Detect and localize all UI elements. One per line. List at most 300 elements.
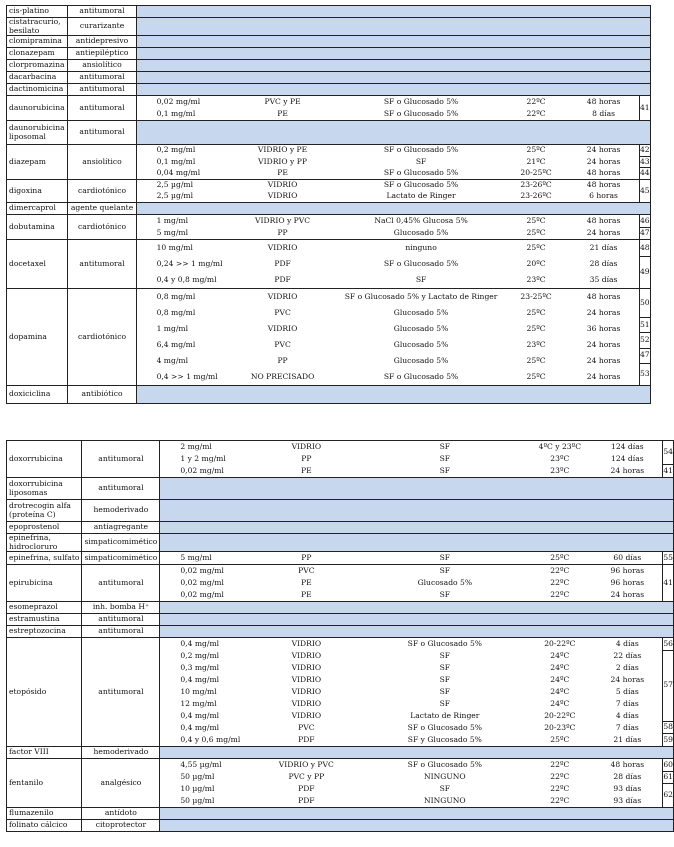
container: PDF: [274, 274, 291, 284]
duration: 8 días: [592, 108, 616, 118]
duration: 2 días: [615, 662, 639, 672]
reference-number: 41: [639, 102, 650, 112]
stability-entry: [137, 369, 639, 385]
stability-entry: [160, 638, 662, 650]
container: PE: [277, 168, 288, 178]
reference-number: 58: [663, 722, 673, 735]
reference-number: 49: [639, 267, 650, 277]
diluent: SF: [439, 465, 451, 475]
empty-data-cell: [160, 820, 674, 832]
duration: 24 horas: [586, 227, 621, 237]
diluent: Glucosado 5%: [417, 577, 473, 587]
stability-data: [160, 638, 663, 747]
temperature: 24ºC: [550, 698, 570, 708]
container: VIDRIO: [291, 638, 322, 648]
empty-data-cell: [160, 522, 674, 534]
temperature: 25ºC: [550, 552, 570, 562]
duration: 24 horas: [586, 371, 621, 381]
stability-entry: [137, 168, 639, 179]
drug-row: [7, 534, 674, 552]
diluent: SF: [439, 552, 451, 562]
concentration: 0,02 mg/ml: [180, 577, 224, 587]
stability-entry: [160, 565, 662, 577]
drug-class: antitumoral: [82, 441, 160, 478]
reference-number: 44: [639, 168, 650, 178]
concentration: 0,04 mg/ml: [156, 168, 201, 178]
drug-class: antitumoral: [82, 638, 160, 747]
stability-data: [160, 565, 663, 602]
temperature: 25ºC: [526, 242, 546, 252]
drug-row: [7, 240, 651, 289]
reference-cell: [663, 565, 674, 602]
container: PE: [301, 577, 312, 587]
temperature: 22ºC: [550, 795, 570, 805]
drug-row: [7, 6, 651, 18]
stability-entry: [137, 240, 639, 256]
duration: 7 días: [615, 722, 639, 732]
concentration: 0,02 mg/ml: [180, 565, 224, 575]
concentration: 6,4 mg/ml: [156, 339, 196, 349]
reference-number: 52: [640, 333, 650, 348]
reference-cell: [663, 638, 674, 747]
drug-class: simpaticomimético: [82, 552, 160, 565]
duration: 48 horas: [586, 96, 621, 106]
drug-name: dacarbacina: [7, 72, 68, 84]
drug-row: [7, 203, 651, 215]
stability-data: [160, 759, 663, 808]
empty-data-cell: [136, 84, 650, 96]
concentration: 0,24 >> 1 mg/ml: [156, 258, 223, 268]
duration: 6 horas: [589, 191, 618, 201]
drug-name: diazepam: [7, 145, 68, 180]
empty-data-cell: [160, 747, 674, 759]
reference-number: 50: [640, 289, 650, 318]
reference-number: 53: [639, 369, 650, 379]
diluent: NaCl 0,45% Glucosa 5%: [374, 215, 468, 225]
duration: 24 horas: [586, 156, 621, 166]
container: VIDRIO y PVC: [278, 759, 334, 769]
diluent: SF: [439, 453, 451, 463]
concentration: 0,4 mg/ml: [180, 638, 220, 648]
drug-name: estreptozocina: [7, 626, 82, 638]
concentration: 0,3 mg/ml: [180, 662, 220, 672]
duration: 22 días: [613, 650, 642, 660]
drug-row: [7, 84, 651, 96]
drug-row: [7, 48, 651, 60]
drug-name: digoxina: [7, 180, 68, 203]
reference-number: 62: [663, 790, 673, 800]
diluent: SF: [439, 565, 451, 575]
empty-data-cell: [136, 6, 650, 18]
duration: 24 horas: [610, 589, 645, 599]
stability-entry: [160, 589, 662, 601]
concentration: 0,4 mg/ml: [180, 722, 220, 732]
drug-name: clorpromazina: [7, 60, 68, 72]
drug-name: clonazepam: [7, 48, 68, 60]
stability-entry: [160, 710, 662, 722]
stability-table-bottom: [6, 440, 674, 832]
container: PDF: [298, 783, 315, 793]
reference-number: 47: [640, 349, 650, 364]
temperature: 4ºC y 23ºC: [538, 441, 582, 451]
reference-cell: [639, 145, 650, 180]
temperature: 22ºC: [550, 771, 570, 781]
stability-entry: [160, 686, 662, 698]
concentration: 0,4 y 0,8 mg/ml: [156, 274, 217, 284]
concentration: 0,4 mg/ml: [180, 674, 220, 684]
duration: 93 días: [613, 783, 642, 793]
diluent: SF o Glucosado 5%: [383, 145, 459, 155]
drug-class: antitumoral: [82, 626, 160, 638]
temperature: 24ºC: [550, 650, 570, 660]
stability-entry: [160, 662, 662, 674]
empty-data-cell: [136, 72, 650, 84]
drug-name: dimercaprol: [7, 203, 68, 215]
diluent: SF: [439, 698, 451, 708]
container: PDF: [298, 795, 315, 805]
duration: 24 horas: [586, 145, 621, 155]
diluent: Lactato de Ringer: [410, 710, 480, 720]
temperature: 24ºC: [550, 674, 570, 684]
duration: 7 días: [615, 698, 639, 708]
concentration: 5 mg/ml: [156, 227, 189, 237]
duration: 21 días: [589, 242, 618, 252]
temperature: 25ºC: [526, 145, 546, 155]
drug-name: epinefrina, sulfato: [7, 552, 82, 565]
duration: 28 días: [613, 771, 642, 781]
concentration: 50 µg/ml: [180, 771, 215, 781]
drug-name: flumazenilo: [7, 808, 82, 820]
temperature: 23-26ºC: [520, 191, 552, 201]
reference-number: 55: [663, 552, 673, 562]
duration: 35 días: [589, 274, 618, 284]
duration: 124 días: [611, 453, 644, 463]
container: VIDRIO: [291, 710, 322, 720]
drug-name: drotrecogin alfa (proteína C): [7, 500, 82, 522]
container: PVC: [298, 722, 315, 732]
reference-cell: [663, 759, 674, 808]
container: VIDRIO y PVC: [255, 215, 311, 225]
drug-name: etopósido: [7, 638, 82, 747]
concentration: 0,1 mg/ml: [156, 108, 196, 118]
drug-name: esomeprazol: [7, 602, 82, 614]
stability-entry: [160, 759, 662, 771]
stability-entry: [160, 650, 662, 662]
drug-name: daunorubicina: [7, 96, 68, 121]
drug-row: [7, 478, 674, 500]
drug-row: [7, 121, 651, 145]
duration: 24 horas: [586, 307, 621, 317]
diluent: SF: [439, 441, 451, 451]
diluent: SF: [439, 650, 451, 660]
drug-name: doxorrubicina liposomas: [7, 478, 82, 500]
concentration: 0,02 mg/ml: [180, 589, 224, 599]
drug-class: antitumoral: [82, 565, 160, 602]
concentration: 0,02 mg/ml: [156, 96, 201, 106]
concentration: 2,5 µg/ml: [156, 191, 194, 201]
stability-entry: [160, 734, 662, 746]
drug-row: [7, 602, 674, 614]
stability-data: [136, 96, 639, 121]
drug-row: [7, 552, 674, 565]
diluent: SF o Glucosado 5%: [383, 371, 459, 381]
container: VIDRIO: [267, 291, 298, 301]
empty-data-cell: [136, 121, 650, 145]
stability-data: [136, 180, 639, 203]
duration: 4 días: [615, 710, 639, 720]
container: VIDRIO y PP: [258, 156, 307, 166]
diluent: SF y Glucosado 5%: [407, 734, 482, 744]
drug-name: dactinomicina: [7, 84, 68, 96]
temperature: 25ºC: [526, 307, 546, 317]
concentration: 1 mg/ml: [156, 215, 189, 225]
stability-entry: [160, 552, 662, 564]
concentration: 10 mg/ml: [156, 242, 193, 252]
stability-entry: [137, 156, 639, 167]
drug-row: [7, 386, 651, 404]
stability-entry: [137, 321, 639, 337]
diluent: SF: [415, 156, 427, 166]
drug-row: [7, 96, 651, 121]
duration: 21 días: [613, 734, 642, 744]
reference-number: 42: [640, 145, 650, 157]
diluent: SF: [439, 783, 451, 793]
container: VIDRIO y PE: [257, 145, 308, 155]
reference-cell: [639, 289, 650, 386]
drug-name: dobutamina: [7, 215, 68, 240]
drug-class: agente quelante: [68, 203, 136, 215]
drug-class: antitumoral: [68, 84, 136, 96]
drug-name: cistatracurio, besilato: [7, 18, 68, 36]
diluent: SF o Glucosado 5%: [407, 759, 483, 769]
temperature: 25ºC: [526, 371, 546, 381]
temperature: 22ºC: [550, 759, 570, 769]
stability-entry: [160, 441, 662, 453]
reference-number: 61: [663, 772, 673, 785]
duration: 24 horas: [610, 674, 645, 684]
diluent: Glucosado 5%: [393, 323, 449, 333]
duration: 48 horas: [586, 168, 621, 178]
drug-row: [7, 215, 651, 240]
drug-class: antiagregante: [82, 522, 160, 534]
stability-entry: [160, 698, 662, 710]
diluent: NINGUNO: [424, 771, 466, 781]
concentration: 0,4 >> 1 mg/ml: [156, 371, 218, 381]
container: PVC: [274, 307, 291, 317]
drug-class: antitumoral: [68, 6, 136, 18]
empty-data-cell: [136, 386, 650, 404]
concentration: 2,5 µg/ml: [156, 180, 194, 190]
drug-class: ansiolítico: [68, 145, 136, 180]
concentration: 4,55 µg/ml: [180, 759, 222, 769]
drug-name: epirubicina: [7, 565, 82, 602]
drug-row: [7, 18, 651, 36]
reference-number: 45: [639, 185, 650, 195]
temperature: 23ºC: [550, 453, 570, 463]
drug-row: [7, 747, 674, 759]
duration: 48 horas: [586, 215, 621, 225]
duration: 48 horas: [610, 759, 645, 769]
container: VIDRIO: [291, 650, 322, 660]
concentration: 0,8 mg/ml: [156, 291, 196, 301]
concentration: 1 mg/ml: [156, 323, 189, 333]
container: PVC: [298, 565, 315, 575]
duration: 4 días: [615, 638, 639, 648]
temperature: 21ºC: [526, 156, 546, 166]
temperature: 25ºC: [550, 734, 570, 744]
duration: 24 horas: [610, 465, 645, 475]
drug-name: daunorubicina liposomal: [7, 121, 68, 145]
concentration: 0,2 mg/ml: [156, 145, 196, 155]
diluent: SF o Glucosado 5%: [383, 168, 459, 178]
drug-class: cardiotónico: [68, 289, 136, 386]
diluent: SF o Glucosado 5%: [383, 108, 459, 118]
reference-number: 48: [640, 240, 650, 257]
temperature: 22ºC: [550, 577, 570, 587]
duration: 36 horas: [586, 323, 621, 333]
reference-number: 54: [663, 441, 673, 465]
diluent: ninguno: [405, 242, 437, 252]
empty-data-cell: [160, 614, 674, 626]
temperature: 25ºC: [526, 323, 546, 333]
diluent: NINGUNO: [424, 795, 466, 805]
drug-row: [7, 759, 674, 808]
concentration: 0,8 mg/ml: [156, 307, 196, 317]
temperature: 20-22ºC: [544, 710, 576, 720]
empty-data-cell: [136, 18, 650, 36]
drug-row: [7, 441, 674, 478]
drug-name: factor VIII: [7, 747, 82, 759]
container: PE: [301, 589, 312, 599]
concentration: 5 mg/ml: [180, 552, 212, 562]
temperature: 25ºC: [526, 227, 546, 237]
drug-name: estramustina: [7, 614, 82, 626]
drug-name: folinato cálcico: [7, 820, 82, 832]
container: VIDRIO: [267, 242, 298, 252]
diluent: SF: [439, 662, 451, 672]
duration: 48 horas: [586, 291, 621, 301]
stability-entry: [160, 783, 662, 795]
stability-entry: [160, 674, 662, 686]
diluent: Lactato de Ringer: [386, 191, 456, 201]
diluent: SF o Glucosado 5%: [407, 722, 483, 732]
container: PVC: [274, 339, 291, 349]
reference-number: 60: [663, 759, 673, 772]
drug-name: doxiciclina: [7, 386, 68, 404]
container: VIDRIO: [291, 698, 322, 708]
container: VIDRIO: [291, 674, 322, 684]
duration: 124 días: [611, 441, 644, 451]
diluent: SF: [415, 274, 427, 284]
diluent: SF: [439, 589, 451, 599]
duration: 24 horas: [586, 355, 621, 365]
stability-entry: [137, 215, 639, 227]
empty-data-cell: [136, 36, 650, 48]
stability-entry: [137, 272, 639, 288]
temperature: 20-23ºC: [544, 722, 576, 732]
reference-cell: [663, 441, 674, 478]
concentration: 10 mg/ml: [180, 686, 217, 696]
temperature: 23ºC: [550, 465, 570, 475]
temperature: 22ºC: [550, 589, 570, 599]
container: PP: [277, 355, 288, 365]
stability-data: [136, 240, 639, 289]
temperature: 25ºC: [526, 215, 546, 225]
container: PE: [301, 465, 312, 475]
drug-name: docetaxel: [7, 240, 68, 289]
duration: 93 días: [613, 795, 642, 805]
reference-number: 43: [640, 157, 650, 169]
reference-number: 59: [663, 734, 673, 744]
reference-number: 46: [640, 215, 650, 228]
temperature: 23-26ºC: [520, 180, 552, 190]
temperature: 23-25ºC: [520, 291, 552, 301]
container: PP: [301, 453, 312, 463]
temperature: 22ºC: [550, 565, 570, 575]
empty-data-cell: [160, 626, 674, 638]
drug-class: antitumoral: [68, 72, 136, 84]
duration: 96 horas: [610, 565, 645, 575]
drug-class: analgésico: [82, 759, 160, 808]
drug-class: antídoto: [82, 808, 160, 820]
stability-entry: [137, 180, 639, 191]
drug-row: [7, 145, 651, 180]
duration: 48 horas: [586, 180, 621, 190]
concentration: 0,02 mg/ml: [180, 465, 224, 475]
drug-class: hemoderivado: [82, 500, 160, 522]
reference-number: 41: [663, 465, 673, 475]
drug-name: dopamina: [7, 289, 68, 386]
drug-row: [7, 289, 651, 386]
drug-class: antitumoral: [82, 614, 160, 626]
empty-data-cell: [136, 60, 650, 72]
diluent: SF: [439, 686, 451, 696]
drug-row: [7, 820, 674, 832]
concentration: 50 µg/ml: [180, 795, 215, 805]
reference-number: 41: [663, 577, 673, 587]
diluent: SF o Glucosado 5%: [407, 638, 483, 648]
temperature: 24ºC: [550, 686, 570, 696]
drug-row: [7, 808, 674, 820]
stability-entry: [160, 722, 662, 734]
reference-number: 56: [663, 638, 673, 651]
concentration: 4 mg/ml: [156, 355, 189, 365]
drug-row: [7, 638, 674, 747]
drug-class: inh. bomba H⁺: [82, 602, 160, 614]
concentration: 0,4 mg/ml: [180, 710, 220, 720]
drug-name: cis-platino: [7, 6, 68, 18]
reference-cell: [639, 180, 650, 203]
empty-data-cell: [160, 534, 674, 552]
container: PDF: [274, 258, 291, 268]
drug-class: ansiolítico: [68, 60, 136, 72]
empty-data-cell: [160, 478, 674, 500]
reference-number: 57: [663, 651, 673, 722]
temperature: 22ºC: [526, 108, 546, 118]
reference-number: 51: [640, 318, 650, 333]
drug-row: [7, 36, 651, 48]
drug-class: hemoderivado: [82, 747, 160, 759]
duration: 24 horas: [586, 339, 621, 349]
drug-class: antibiótico: [68, 386, 136, 404]
container: NO PRECISADO: [250, 371, 315, 381]
drug-row: [7, 614, 674, 626]
container: VIDRIO: [291, 686, 322, 696]
drug-class: antitumoral: [68, 96, 136, 121]
diluent: Glucosado 5%: [393, 339, 449, 349]
empty-data-cell: [160, 808, 674, 820]
duration: 96 horas: [610, 577, 645, 587]
